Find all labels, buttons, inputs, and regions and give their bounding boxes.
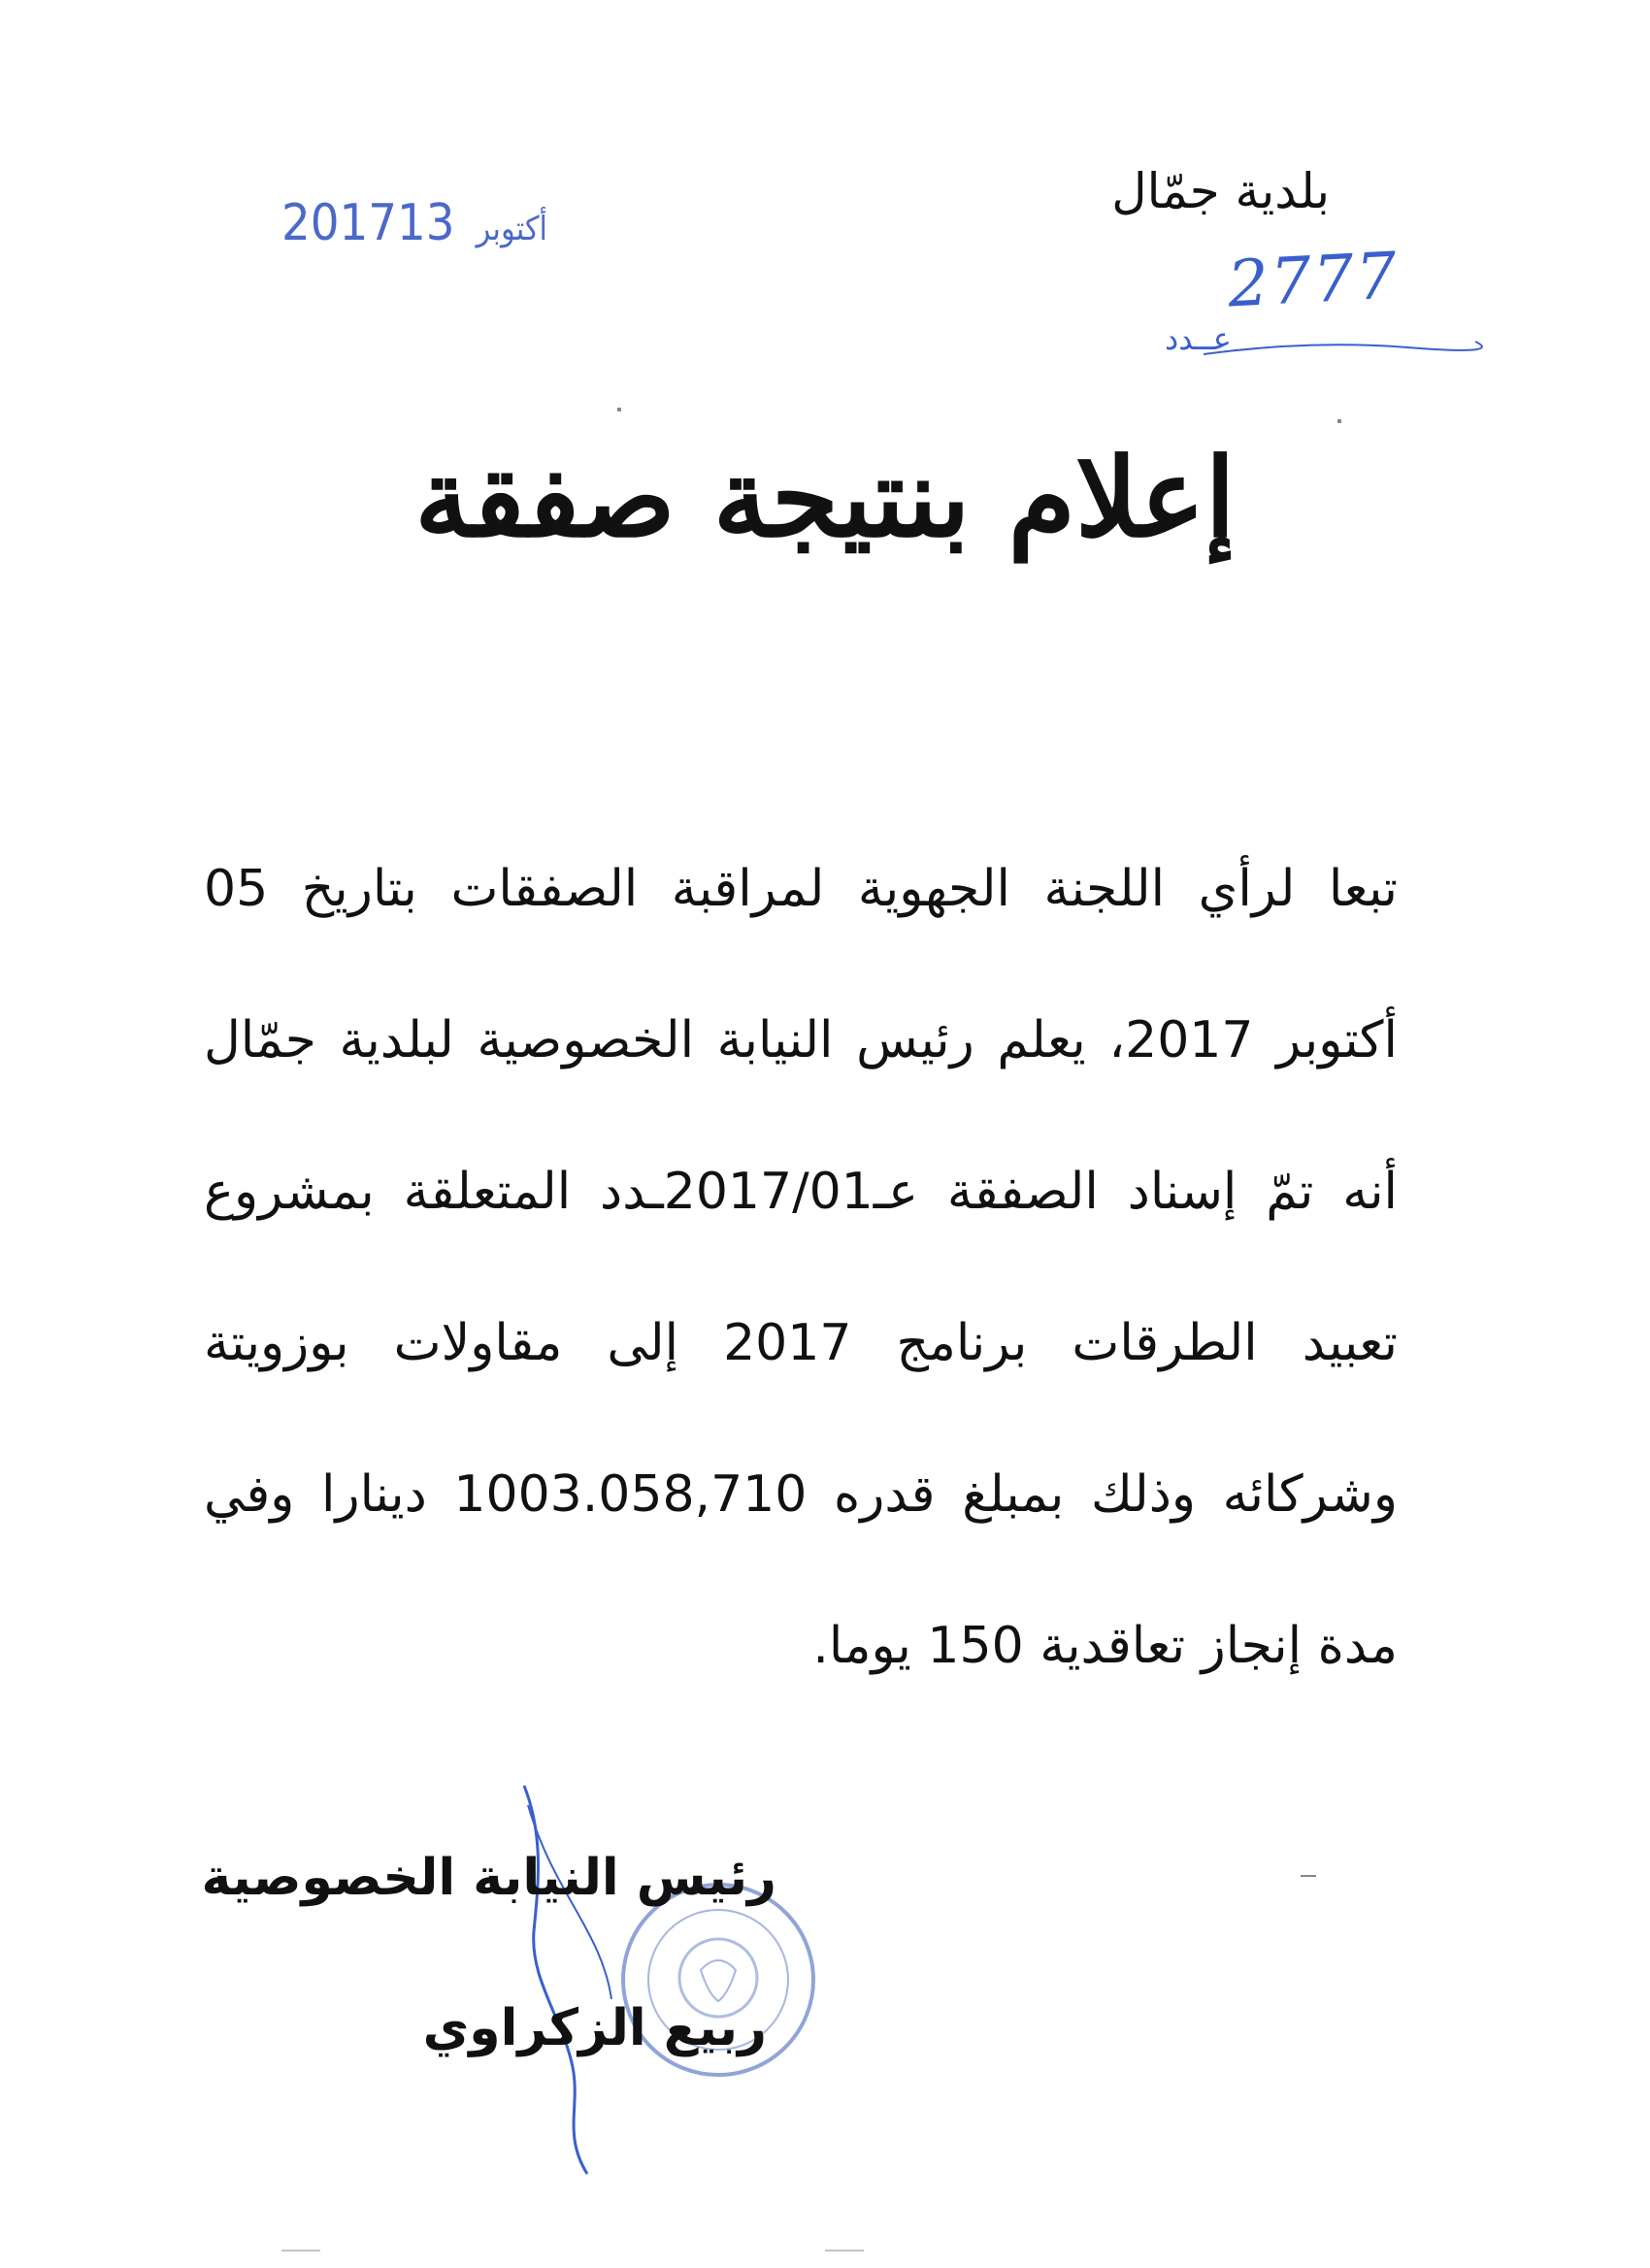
municipality-header: بلدية جمّال [1111, 163, 1330, 219]
document-title: إعلام بنتيجة صفقة [414, 435, 1236, 562]
date-stamp [281, 194, 569, 252]
reference-abbreviation: عــدد [1165, 320, 1232, 357]
scan-speck [1301, 1875, 1316, 1877]
scan-speck [1337, 419, 1341, 423]
scan-edge-mark [825, 2250, 864, 2252]
handwritten-signature [505, 1776, 660, 2184]
announcement-paragraph: تبعا لرأي اللجنة الجهوية لمراقبة الصفقات بتاريخ 05 أكتوبر 2017، يعلم رئيس النيابة الخصوصية لبلدية جمّال أنه تمّ إسناد الصفقة عـ2017/01ـدد المتعلقة بمشروع تعبيد الطرقات برنامج 2017 إلى مقاولات بوزويتة وشركائه وذلك بمبلغ قدره 1003.058,710 دينارا وفي مدة إنجاز تعاقدية 150 يوما. [204, 860, 1399, 1675]
announcement-body [204, 813, 1398, 1722]
reference-number: 2777 [1226, 238, 1401, 322]
scan-edge-mark [281, 2250, 320, 2252]
signatory-name: ربيع الزكراوي [422, 1999, 767, 2057]
signatory-title: رئيس النيابة الخصوصية [201, 1849, 776, 1907]
date-stamp-day: 13 [397, 194, 455, 252]
date-stamp-month: أكتوبر [476, 210, 548, 248]
reference-underline [1194, 330, 1485, 369]
date-stamp-year: 2017 [281, 194, 398, 252]
scan-speck [617, 408, 621, 411]
